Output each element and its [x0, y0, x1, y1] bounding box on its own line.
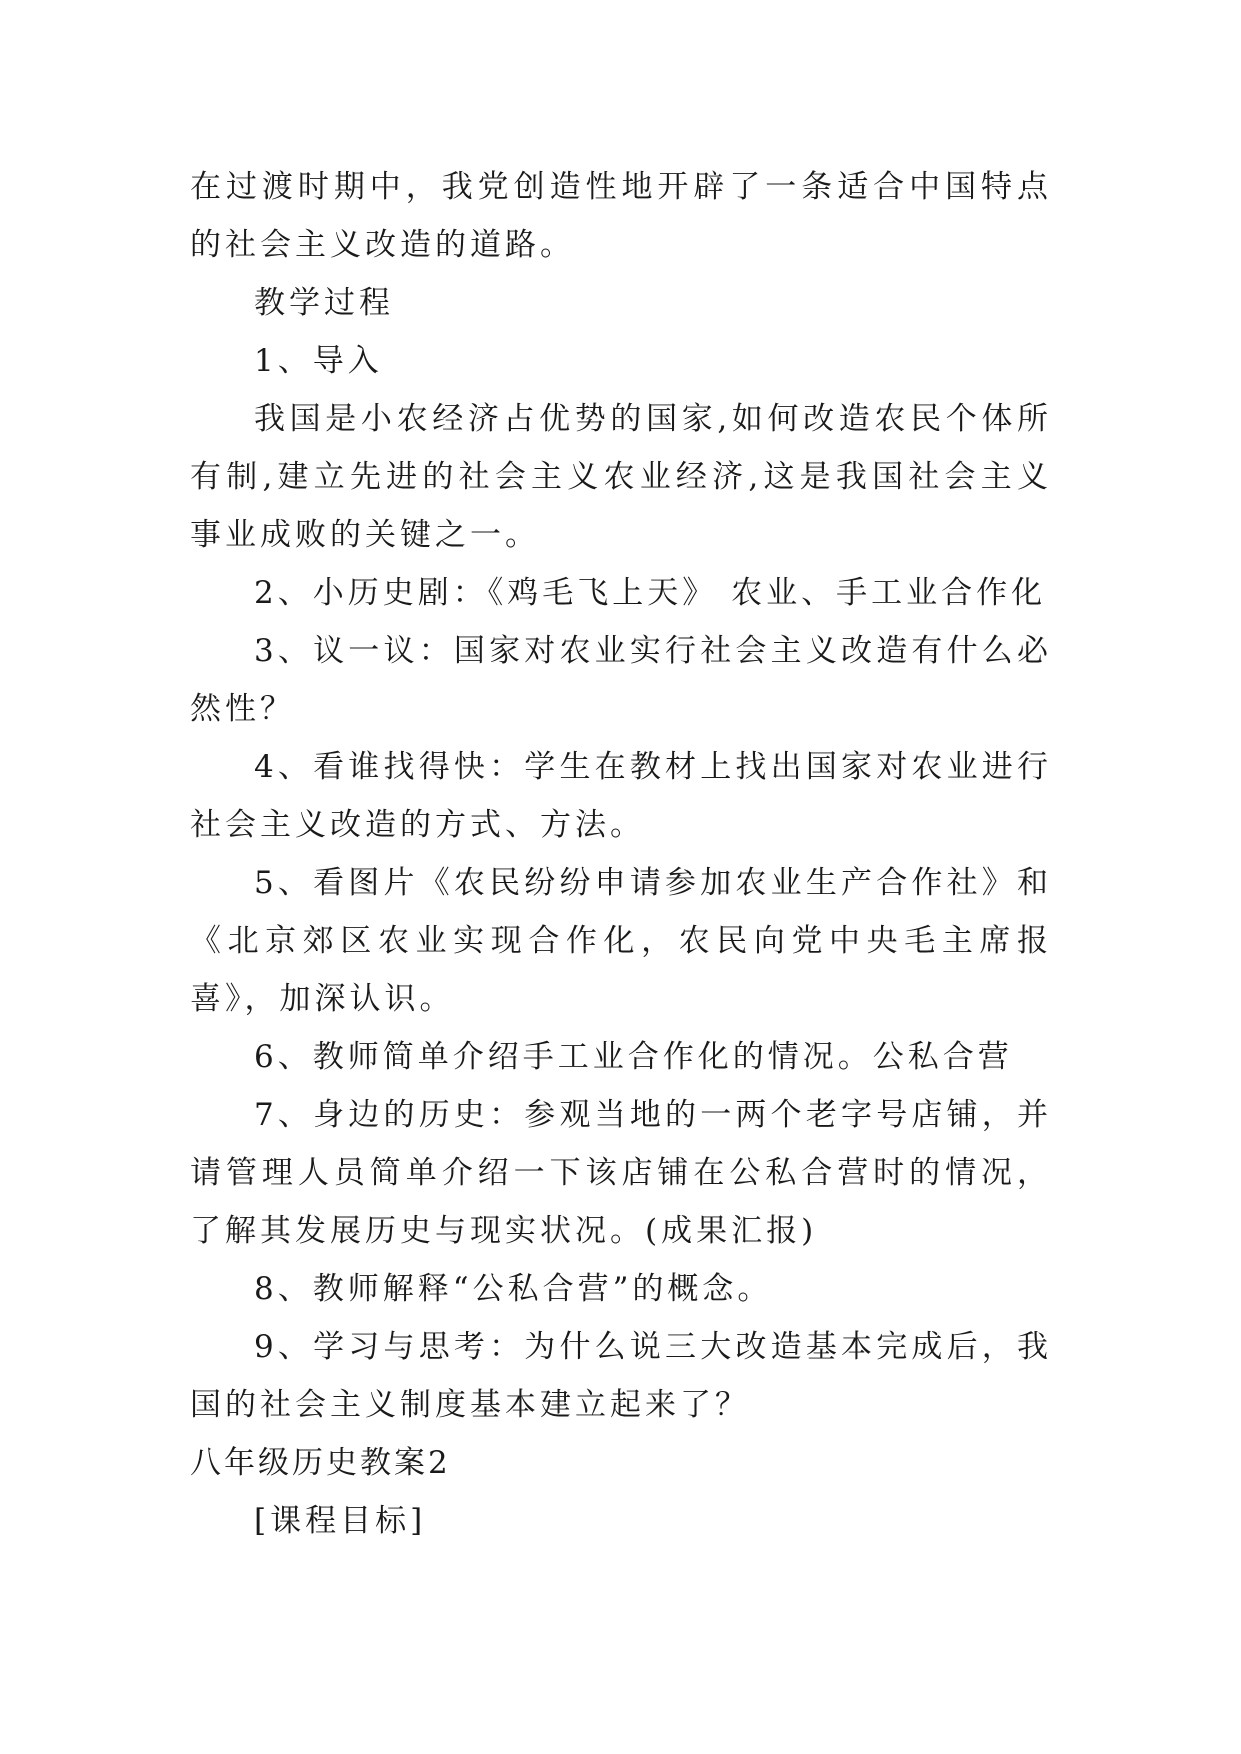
document-body — [190, 158, 1052, 1550]
step-2-history-play: 2、小历史剧：《鸡毛飞上天》 农业、手工业合作化 — [254, 575, 1047, 611]
step-7-local-history: 7、身边的历史：参观当地的一两个老字号店铺，并请管理人员简单介绍一下该店铺在公私合营时的情况，了解其发展历史与现实状况。(成果汇报) — [190, 1097, 1052, 1249]
subsection-course-goals: [课程目标] — [254, 1503, 427, 1539]
step-6-teacher-intro: 6、教师简单介绍手工业合作化的情况。公私合营 — [254, 1039, 1013, 1075]
paragraph-intro-content: 我国是小农经济占优势的国家,如何改造农民个体所有制,建立先进的社会主义农业经济,这是我国社会主义事业成败的关键之一。 — [190, 401, 1052, 553]
step-1-intro: 1、导入 — [254, 343, 383, 379]
paragraph-intro: 在过渡时期中，我党创造性地开辟了一条适合中国特点的社会主义改造的道路。 — [190, 169, 1052, 263]
step-4-find-fast: 4、看谁找得快：学生在教材上找出国家对农业进行社会主义改造的方式、方法。 — [190, 749, 1052, 843]
step-8-concept: 8、教师解释“公私合营”的概念。 — [254, 1271, 773, 1307]
section-title: 八年级历史教案2 — [190, 1445, 451, 1481]
heading-teaching-process: 教学过程 — [254, 285, 394, 321]
step-5-pictures: 5、看图片《农民纷纷申请参加农业生产合作社》和《北京郊区农业实现合作化，农民向党中央毛主席报喜》，加深认识。 — [190, 865, 1052, 1017]
step-9-study-think: 9、学习与思考：为什么说三大改造基本完成后，我国的社会主义制度基本建立起来了？ — [190, 1329, 1052, 1423]
step-3-discussion: 3、议一议：国家对农业实行社会主义改造有什么必然性？ — [190, 633, 1052, 727]
